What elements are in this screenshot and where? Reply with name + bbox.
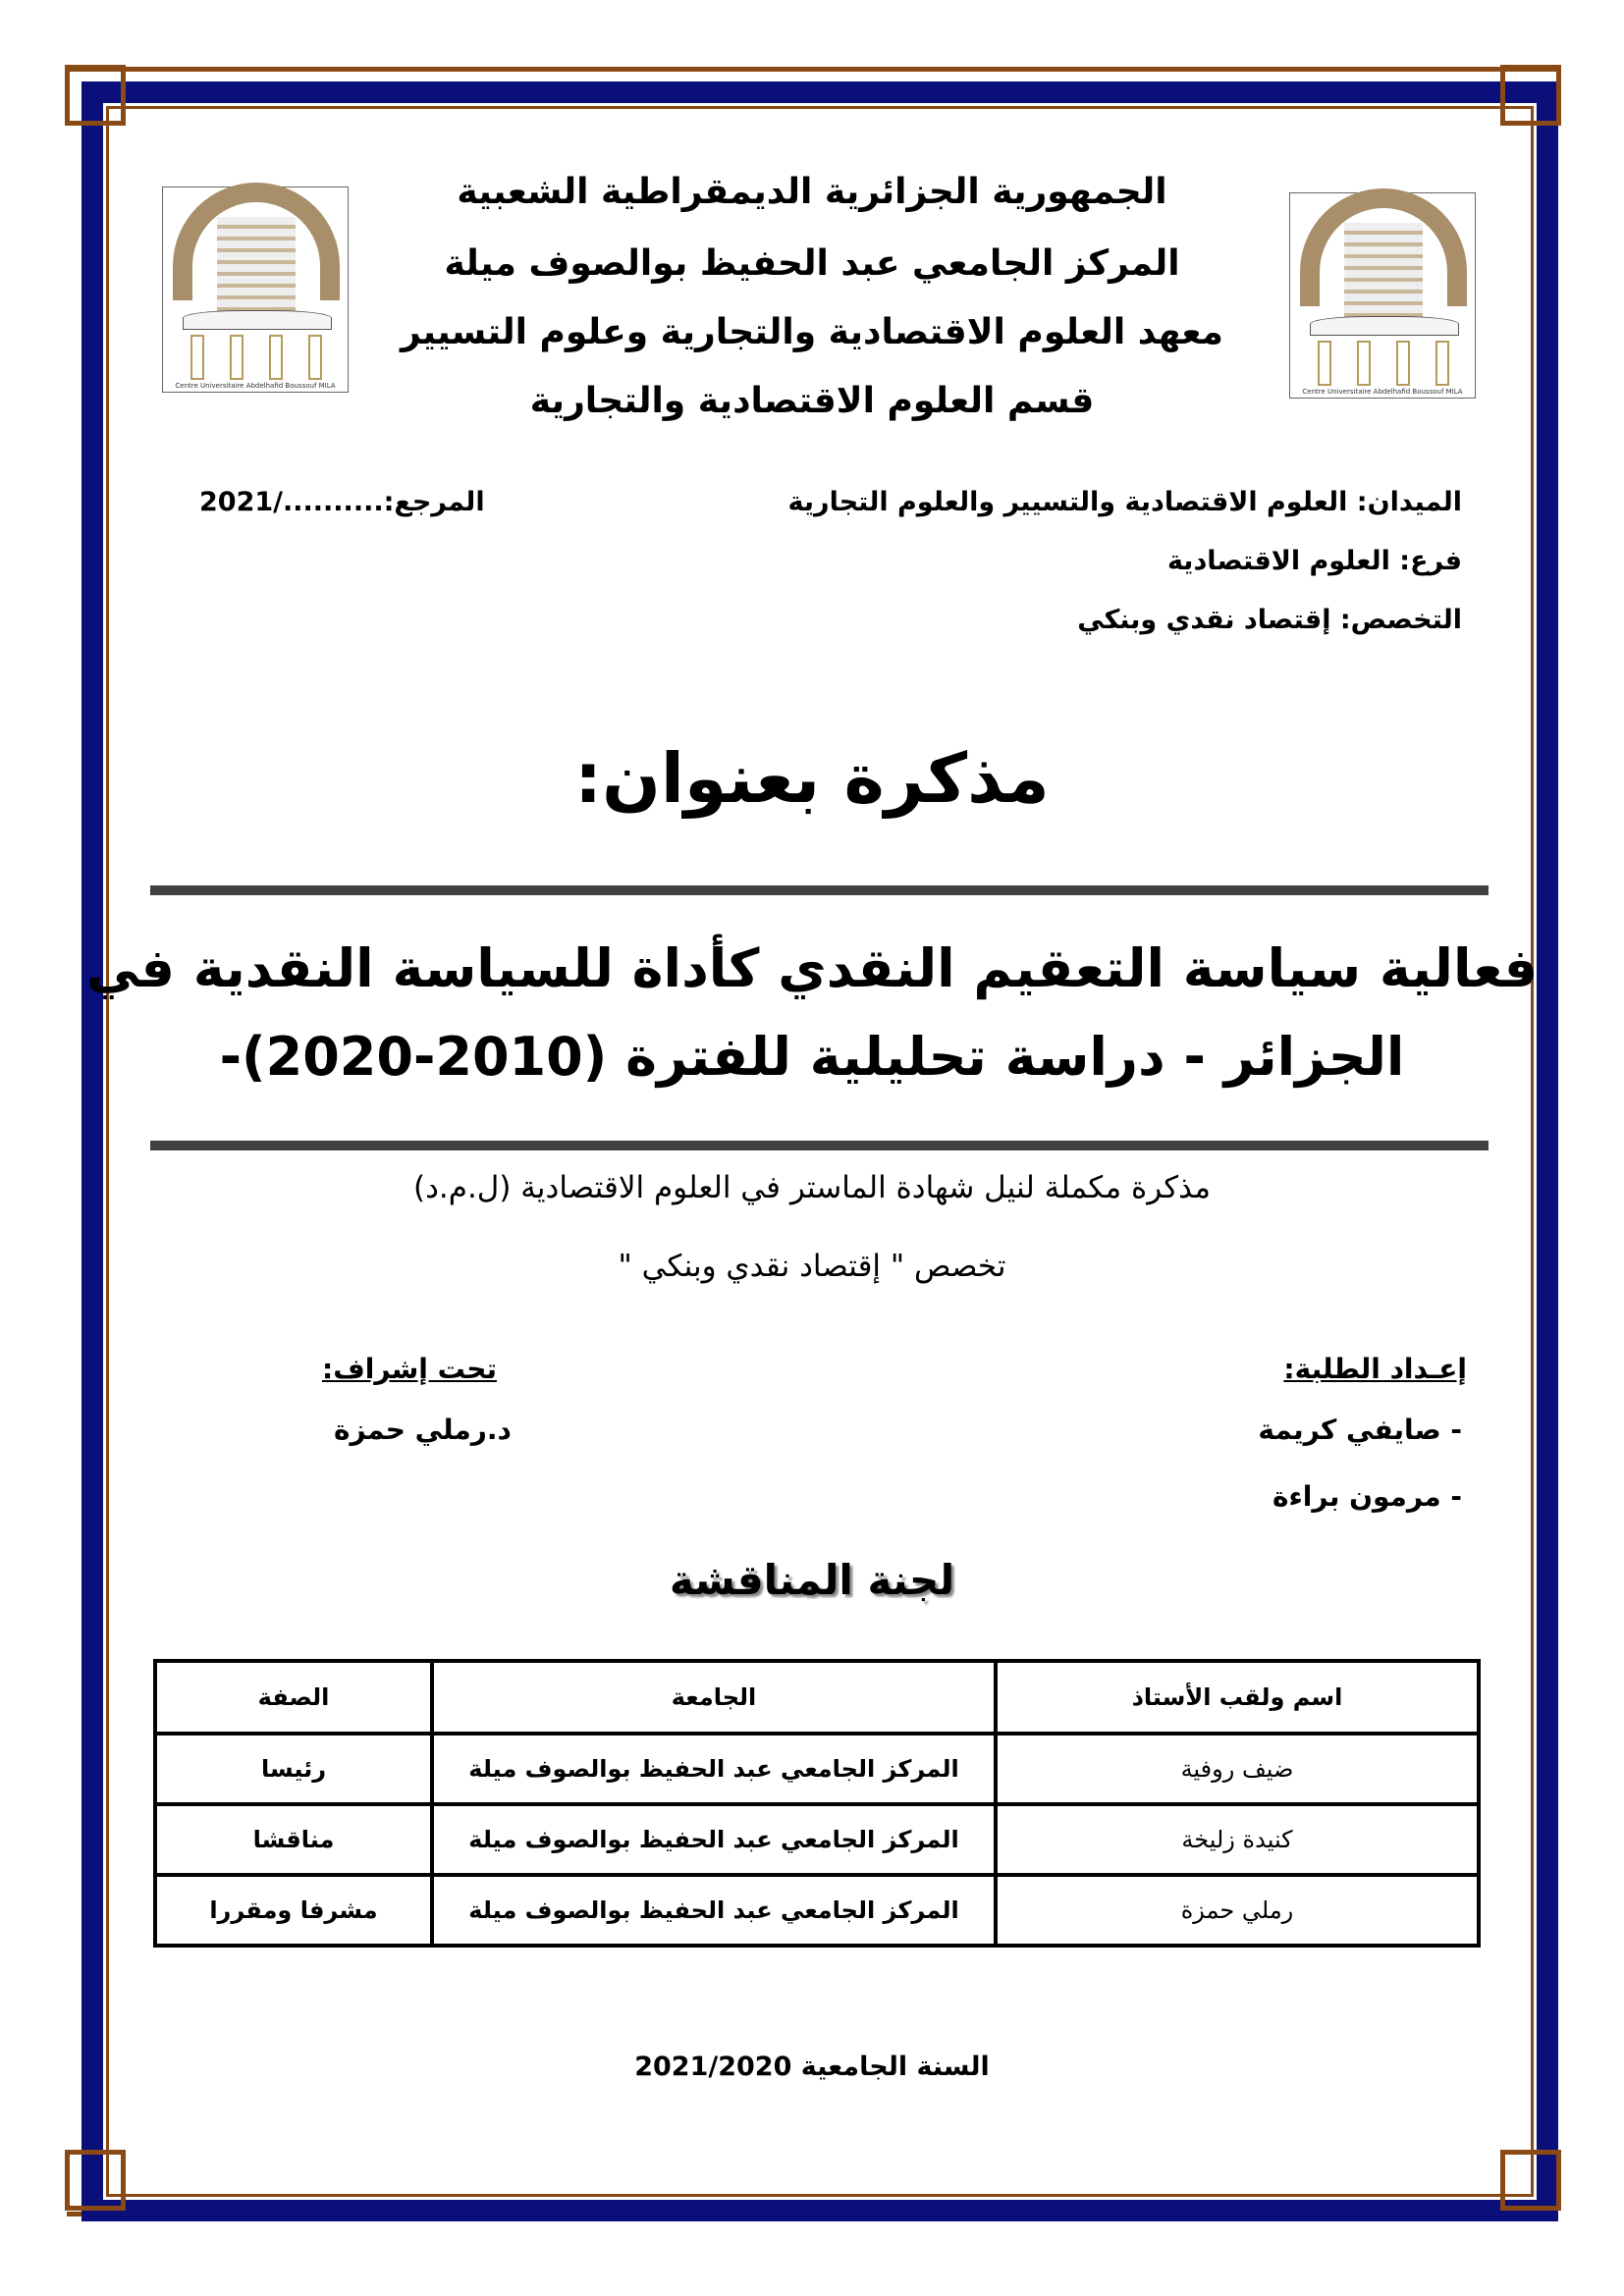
member-name: كنيدة زليخة [996,1804,1479,1875]
reference-line: المرجع:........../2021 [199,487,485,517]
thesis-title-line2: الجزائر - دراسة تحليلية للفترة (2010-2020)- [219,1026,1405,1088]
supervisor-name: د.رملي حمزة [334,1414,512,1446]
member-role: مشرفا ومقررا [155,1875,432,1946]
column-header-role: الصفة [155,1661,432,1734]
memo-label: مذكرة بعنوان: [574,738,1050,819]
subtitle-line2: تخصص " إقتصاد نقدي وبنكي " [618,1249,1006,1284]
column-header-university: الجامعة [432,1661,996,1734]
thesis-title-line1: فعالية سياسة التعقيم النقدي كأداة للسياسة النقدية في [85,937,1539,999]
table-header-row [155,1661,1479,1734]
member-name: ضيف روفية [996,1734,1479,1804]
academic-year: السنة الجامعية 2021/2020 [634,2052,990,2082]
column-header-name: اسم ولقب الأستاذ [996,1661,1479,1734]
member-name: رملي حمزة [996,1875,1479,1946]
country-name: الجمهورية الجزائرية الديمقراطية الشعبية [457,172,1167,212]
corner-ornament-tr [1500,65,1561,126]
committee-table [153,1659,1481,1948]
university-name: المركز الجامعي عبد الحفيظ بوالصوف ميلة [444,243,1180,284]
university-logo-left: Centre Universitaire Abdelhafid Boussouf MILA [162,187,349,393]
corner-ornament-bl [65,2150,126,2211]
corner-ornament-tl [65,65,126,126]
divider-top [150,885,1489,895]
divider-bottom [150,1141,1489,1150]
specialty-line: التخصص: إقتصاد نقدي وبنكي [1077,605,1462,635]
student-name: - مرمون براءة [1272,1480,1462,1513]
member-role: مناقشا [155,1804,432,1875]
branch-line: فرع: العلوم الاقتصادية [1166,546,1462,576]
member-university: المركز الجامعي عبد الحفيظ بوالصوف ميلة [432,1734,996,1804]
department-name: قسم العلوم الاقتصادية والتجارية [529,381,1095,421]
institute-name: معهد العلوم الاقتصادية والتجارية وعلوم التسيير [401,312,1223,352]
table-row [155,1734,1479,1804]
member-university: المركز الجامعي عبد الحفيظ بوالصوف ميلة [432,1804,996,1875]
supervisor-label: تحت إشراف: [322,1353,497,1385]
subtitle-line1: مذكرة مكملة لنيل شهادة الماستر في العلوم الاقتصادية (ل.م.د) [413,1170,1211,1205]
student-name: - صايفي كريمة [1258,1414,1462,1446]
member-university: المركز الجامعي عبد الحفيظ بوالصوف ميلة [432,1875,996,1946]
corner-ornament-br [1500,2150,1561,2211]
students-label: إعـداد الطلبة: [1283,1353,1467,1385]
committee-title: لجنة المناقشة [669,1556,955,1604]
table-row [155,1875,1479,1946]
university-logo-right: Centre Universitaire Abdelhafid Boussouf MILA [1289,192,1476,399]
table-row [155,1804,1479,1875]
field-line: الميدان: العلوم الاقتصادية والتسيير والعلوم التجارية [787,487,1462,517]
member-role: رئيسا [155,1734,432,1804]
